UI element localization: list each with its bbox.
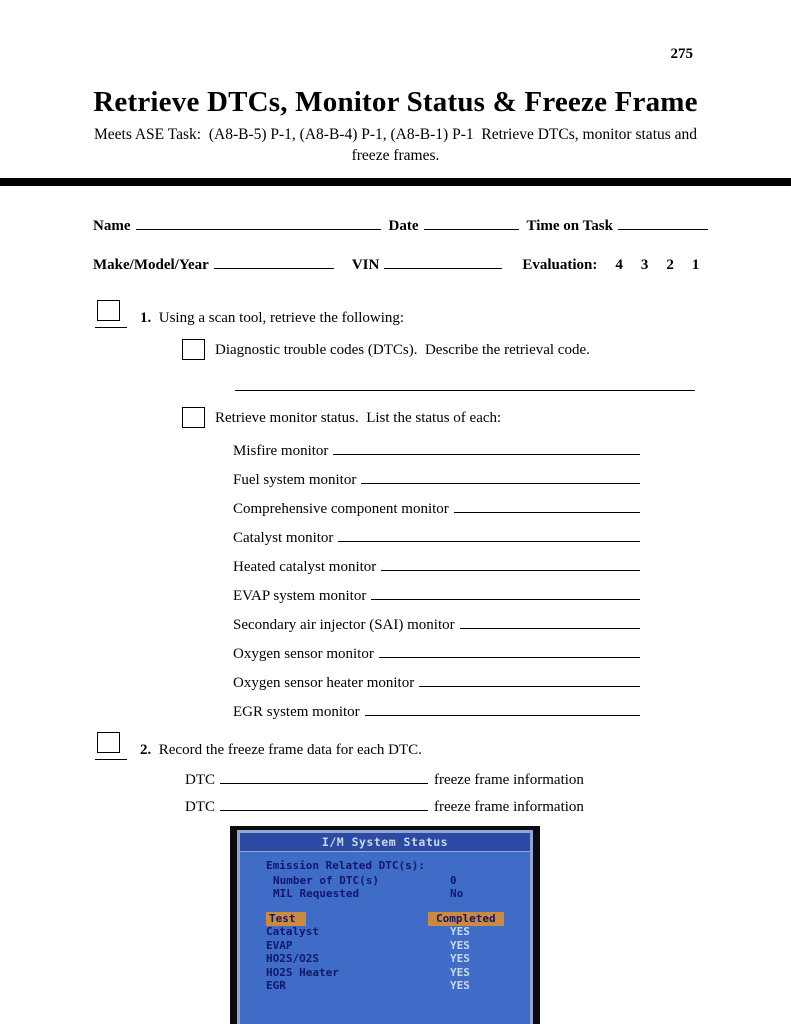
- monitor-status: YES: [450, 965, 470, 979]
- monitor-row: [233, 500, 640, 519]
- field-label: MIL Requested: [273, 887, 360, 900]
- dtc-blank: [220, 810, 428, 811]
- scan-screen-body: [240, 852, 530, 993]
- monitor-status: YES: [450, 938, 470, 952]
- monitor-label: EVAP system monitor: [233, 588, 367, 604]
- status-column-header-cell: [436, 911, 504, 926]
- monitor-row: [233, 587, 640, 606]
- monitor-label: Misfire monitor: [233, 443, 329, 459]
- ase-task-line-2: freeze frames.: [351, 147, 440, 164]
- monitor-row: [233, 471, 640, 490]
- monitor-blank: [371, 599, 640, 600]
- task-2-text: [140, 742, 422, 759]
- monitor-name: EVAP: [266, 938, 293, 952]
- monitor-row: [233, 674, 640, 693]
- monitor-blank: [379, 657, 640, 658]
- field-value: No: [450, 887, 464, 900]
- scan-tool-photo: [230, 826, 540, 1024]
- monitor-row: [233, 616, 640, 635]
- monitor-label: Catalyst monitor: [233, 530, 334, 546]
- scan-monitor-row: [266, 952, 524, 966]
- scan-table-header-row: [266, 912, 524, 926]
- dtc-label: DTC: [185, 772, 215, 788]
- monitor-blank: [365, 715, 640, 716]
- status-column-header: Completed: [428, 912, 504, 926]
- monitor-blank: [419, 686, 640, 687]
- monitor-name: HO2S Heater: [266, 965, 339, 979]
- time-on-task-blank: [618, 228, 708, 230]
- monitor-blank: [381, 570, 640, 571]
- scan-spacer: [266, 901, 524, 912]
- test-column-header: Test: [266, 912, 306, 926]
- subtask-monitor-checkbox: [182, 407, 205, 428]
- task-2-checkbox: [97, 732, 120, 753]
- scan-monitor-row: [266, 979, 524, 993]
- dtc-description-blank: [235, 390, 695, 391]
- task-2-number: 2.: [140, 742, 152, 758]
- date-blank: [424, 228, 519, 230]
- scan-monitor-row: [266, 966, 524, 980]
- dtc-label: DTC: [185, 799, 215, 815]
- monitor-blank: [333, 454, 640, 455]
- monitor-row: [233, 645, 640, 664]
- scan-monitor-row: [266, 925, 524, 939]
- dtc-blank: [220, 783, 428, 784]
- monitor-row: [233, 558, 640, 577]
- monitor-status-list: [0, 442, 791, 722]
- scan-tool-bezel: [237, 830, 533, 1024]
- task-2-row: [95, 732, 791, 760]
- test-column-header-cell: [266, 912, 450, 926]
- freeze-frame-row: [185, 799, 791, 816]
- make-model-year-blank: [214, 267, 334, 269]
- monitor-status: YES: [450, 952, 470, 965]
- subtask-dtc-row: [182, 339, 791, 360]
- name-label: Name: [93, 218, 131, 234]
- monitor-label: Comprehensive component monitor: [233, 501, 449, 517]
- monitor-name: Catalyst: [266, 925, 319, 938]
- subtask-monitor-label: Retrieve monitor status. List the status of each:: [215, 410, 502, 426]
- monitor-label: Oxygen sensor heater monitor: [233, 675, 415, 691]
- evaluation-label: Evaluation:: [522, 257, 598, 273]
- monitor-status: YES: [450, 925, 470, 938]
- freeze-frame-suffix: freeze frame information: [434, 772, 584, 788]
- scan-title-bar: I/M System Status: [240, 833, 530, 852]
- monitor-label: Secondary air injector (SAI) monitor: [233, 617, 455, 633]
- monitor-name: HO2S/O2S: [266, 952, 319, 965]
- monitor-label: Fuel system monitor: [233, 472, 357, 488]
- page-number: 275: [670, 46, 693, 62]
- scan-field-row: [266, 874, 524, 888]
- emission-dtc-header: Emission Related DTC(s):: [266, 859, 425, 872]
- evaluation-score-1: 1: [691, 257, 700, 273]
- scan-tool-screen: [240, 833, 530, 1024]
- vin-label: VIN: [351, 257, 380, 273]
- subtask-monitor-row: [182, 407, 791, 428]
- monitor-blank: [460, 628, 640, 629]
- subtask-dtc-label: Diagnostic trouble codes (DTCs). Describe the retrieval code.: [215, 342, 590, 358]
- task-1-row: [95, 300, 791, 328]
- task-1-label: Using a scan tool, retrieve the following:: [158, 310, 405, 326]
- freeze-frame-row: [185, 772, 791, 789]
- monitor-name: EGR: [266, 979, 286, 992]
- monitor-blank: [454, 512, 640, 513]
- task-1-number: 1.: [140, 310, 152, 326]
- make-model-year-label: Make/Model/Year: [93, 257, 209, 273]
- field-value: 0: [450, 873, 457, 887]
- monitor-row: [233, 442, 640, 461]
- page-title: Retrieve DTCs, Monitor Status & Freeze Frame: [93, 86, 698, 118]
- name-blank: [136, 228, 381, 230]
- name-date-time-row: [93, 218, 791, 235]
- monitor-status: YES: [450, 979, 470, 992]
- task-1-checkbox-wrap: [95, 300, 127, 328]
- monitor-row: [233, 703, 640, 722]
- task-1-text: [140, 310, 404, 327]
- freeze-frame-suffix: freeze frame information: [434, 799, 584, 815]
- monitor-blank: [361, 483, 640, 484]
- evaluation-score-2: 2: [666, 257, 674, 273]
- task-1-checkbox: [97, 300, 120, 321]
- subtask-dtc-checkbox: [182, 339, 205, 360]
- vin-blank: [384, 267, 502, 269]
- evaluation-score-4: 4: [615, 257, 623, 273]
- divider-rule: [0, 178, 791, 186]
- monitor-row: [233, 529, 640, 548]
- monitor-blank: [338, 541, 640, 542]
- monitor-label: EGR system monitor: [233, 704, 360, 720]
- scan-field-row: [266, 887, 524, 901]
- date-label: Date: [388, 218, 419, 234]
- time-on-task-label: Time on Task: [526, 218, 613, 234]
- task-2-checkbox-wrap: [95, 732, 127, 760]
- monitor-label: Oxygen sensor monitor: [233, 646, 374, 662]
- scan-monitor-row: [266, 939, 524, 953]
- monitor-label: Heated catalyst monitor: [233, 559, 377, 575]
- field-label: Number of DTC(s): [273, 873, 379, 887]
- freeze-frame-block: [0, 772, 791, 816]
- ase-task-line-1: Meets ASE Task: (A8-B-5) P-1, (A8-B-4) P-1, (A8-B-1) P-1 Retrieve DTCs, monitor status and: [93, 126, 698, 143]
- evaluation-score-3: 3: [640, 257, 649, 273]
- task-2-label: Record the freeze frame data for each DTC.: [158, 742, 422, 758]
- vehicle-evaluation-row: [93, 257, 791, 274]
